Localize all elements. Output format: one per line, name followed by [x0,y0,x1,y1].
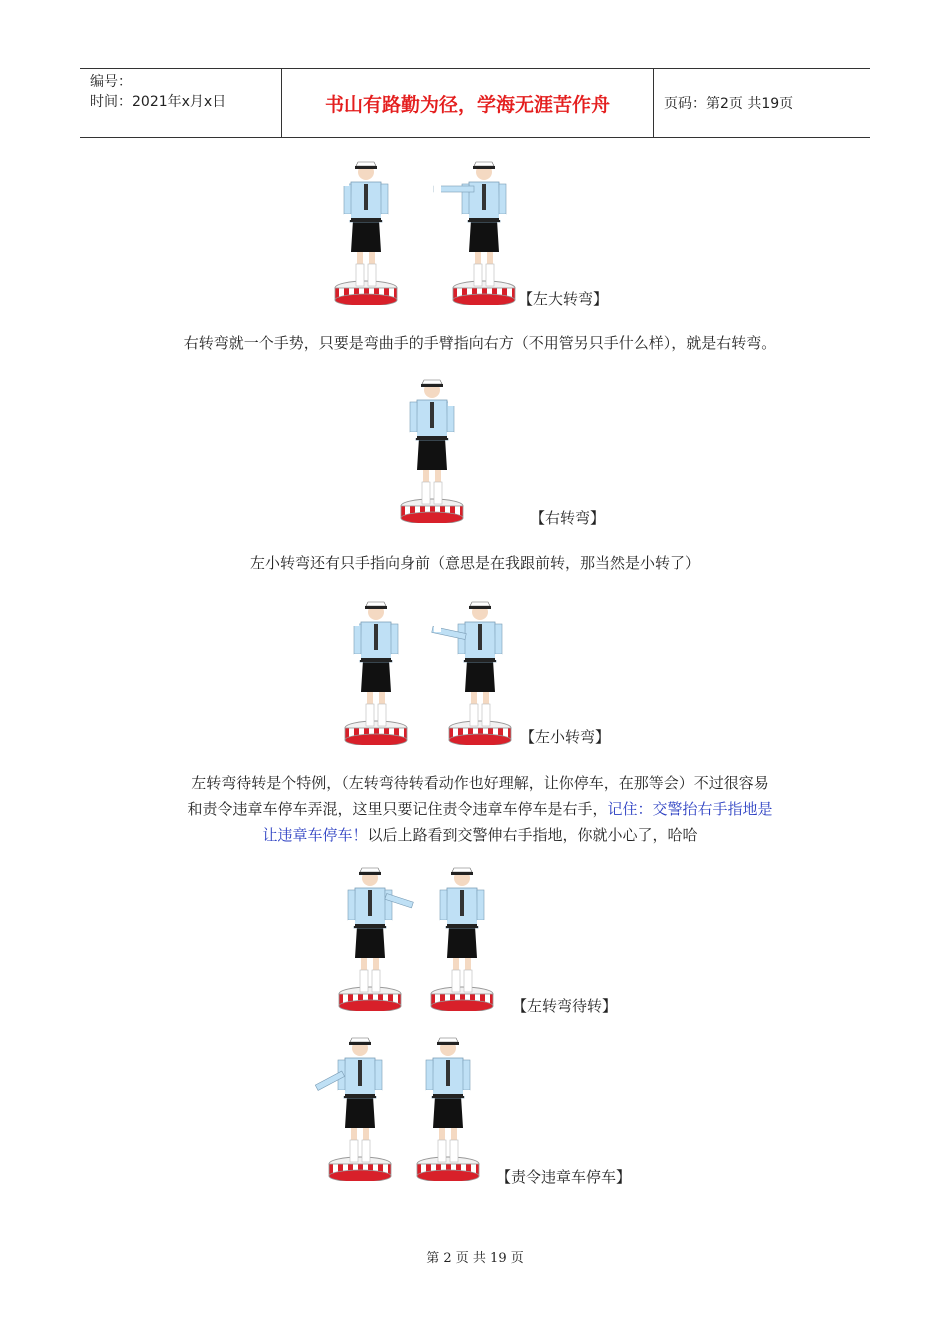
caption-left-turn-wait: 【左转弯待转】 [512,997,618,1015]
wait-line-3 [100,822,860,848]
figure-left-big-turn [334,160,524,305]
wait-line-1: 左转弯待转是个特例，（左转弯待转看动作也好理解，让你停车，在那等会）不过很容易 [191,774,769,792]
wait-line-2 [100,796,860,822]
caption-stop-violation: 【责令违章车停车】 [496,1168,632,1186]
caption-left-big-turn: 【左大转弯】 [518,290,609,308]
code-label: 编号： [90,74,132,90]
text-left-small-turn: 左小转弯还有只手指向身前（意思是在我跟前转，那当然是小转了） [249,554,700,572]
time-label: 时间：2021年x月x日 [90,94,227,110]
page-header [80,68,870,138]
text-left-turn-wait [100,770,860,848]
caption-right-turn: 【右转弯】 [530,509,606,527]
figure-stop-violation [310,1036,490,1181]
wait-line-3-plain: 以后上路看到交警伸右手指地，你就小心了，哈哈 [367,826,698,844]
page-footer: 第 2 页 共 19 页 [426,1251,524,1266]
wait-line-2-plain: 和责令违章车停车弄混，这里只要记住责令违章车停车是右手， [187,800,608,818]
wait-line-2-highlight: 记住：交警抬右手指地是 [607,800,773,818]
wait-line-3-highlight: 让违章车停车！ [262,826,368,844]
header-page-info: 页码：第2页 共19页 [664,96,794,112]
figure-right-turn [400,378,470,523]
figure-left-turn-wait [338,866,523,1011]
text-right-turn: 右转弯就一个手势，只要是弯曲手的手臂指向右方（不用管另只手什么样），就是右转弯。 [183,334,777,352]
header-meta [80,69,282,137]
raised-hand [448,388,455,406]
figure-left-small-turn [344,600,524,745]
raised-hand [342,168,349,186]
caption-left-small-turn: 【左小转弯】 [520,728,611,746]
header-motto: 书山有路勤为径，学海无涯苦作舟 [282,69,654,137]
